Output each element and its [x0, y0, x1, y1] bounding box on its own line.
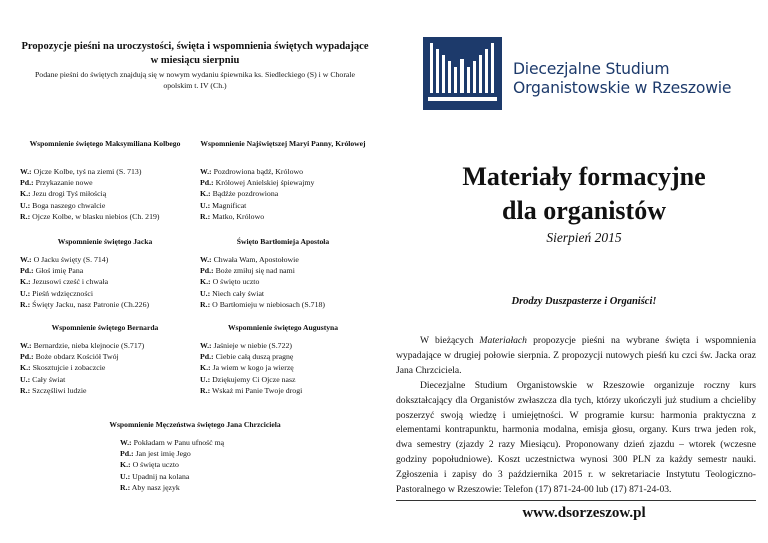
body-paragraph-1: W bieżących Materiałach propozycje pieśni na wybrane święta i wspomnienia wypadające w drugiej połowie sierpnia. Z propozycji nutowych pieśń ku czci św. Jacka oraz Jana Chrzciciela. [396, 335, 757, 376]
list-item: R.: Święty Jacku, nasz Patronie (Ch.226) [20, 299, 150, 309]
body-text [396, 334, 756, 498]
section-title-queen-mary: Wspomnienie Najświętszej Maryi Panny, Królowej [200, 139, 366, 148]
list-item: Pd.: Głoś imię Pana [20, 266, 84, 276]
section-items-john-baptist [120, 437, 224, 493]
list-item: K.: Jezusowi cześć i chwała [20, 277, 109, 287]
section-title-bartholomew: Święto Bartłomieja Apostoła [236, 237, 330, 246]
list-item: R.: Matko, Królowo [200, 211, 265, 221]
logo-text [513, 60, 731, 98]
list-item: K.: O święto uczto [200, 277, 260, 287]
list-item: U.: Pieśń wdzięczności [20, 288, 93, 298]
list-item: W.: Bernardzie, nieba klejnocie (S.717) [20, 341, 145, 350]
section-items-kolbe [20, 166, 159, 222]
list-item: R.: O Bartłomieju w niebiosach (S.718) [200, 299, 325, 309]
page-title-line-2: dla organistów [502, 196, 666, 225]
list-item: Pd.: Przykazanie nowe [20, 178, 93, 188]
logo-line-2: Organistowskie w Rzeszowie [513, 79, 732, 97]
page-title-line-1: Materiały formacyjne [462, 162, 706, 191]
section-title-bernard: Wspomnienie świętego Bernarda [51, 323, 159, 332]
list-item: Pd.: Boże zmiłuj się nad nami [200, 266, 295, 276]
list-item: Pd.: Boże obdarz Kościół Twój [20, 352, 119, 362]
list-item: W.: Chwała Wam, Apostołowie [200, 255, 299, 264]
list-item: U.: Dziękujemy Ci Ojcze nasz [200, 374, 296, 384]
greeting: Drodzy Duszpasterze i Organiści! [511, 296, 657, 307]
list-item: R.: Ojcze Kolbe, w blasku niebios (Ch. 219) [20, 211, 160, 221]
list-item: U.: Upadnij na kolana [120, 471, 190, 481]
list-item: K.: O święta uczto [120, 460, 179, 470]
list-item: K.: Bądźże pozdrowiona [200, 189, 279, 199]
list-item: K.: Ja wiem w kogo ja wierzę [200, 363, 294, 373]
section-title-john-baptist: Wspomnienie Męczeństwa świętego Jana Chrzciciela [109, 420, 281, 429]
organ-pipes-icon [423, 37, 502, 110]
list-item: U.: Magnificat [200, 200, 247, 210]
list-item: W.: Ojcze Kolbe, tyś na ziemi (S. 713) [20, 167, 142, 176]
list-item: K.: Skosztujcie i zobaczcie [20, 363, 106, 373]
logo-line-1: Diecezjalne Studium [513, 60, 670, 78]
list-item: R.: Wskaż mi Panie Twoje drogi [200, 385, 303, 395]
section-title-augustine: Wspomnienie świętego Augustyna [227, 323, 339, 332]
list-item: U.: Boga naszego chwalcie [20, 200, 106, 210]
section-items-jacek [20, 254, 149, 310]
list-item: Pd.: Królowej Anielskiej śpiewajmy [200, 178, 315, 188]
list-item: K.: Jezu drogi Tyś miłością [20, 189, 107, 199]
body-paragraph-2: Diecezjalne Studium Organistowskie w Rzeszowie organizuje roczny kurs dokształcający dla Organistów zwłaszcza dla tych, którzy ukończyli już studium a chcieliby poszerzyć swoją wiedzę i umiejętności. W programie kursu: harmonia praktyczna z elementami kontrapunktu, harmonia modalna, emisja głosu, organy. Kurs trwa jeden rok, dwa semestry (zjazdy 2 razy Miesiącu). Proponowany dzień zjazdu – wtorek (wczesne godziny popołudniowe). Koszt uczestnictwa wynosi 300 PLN za każdy semestr nauki. Zgłoszenia i zapisy do 3 października 2015 r. w sekretariacie Instytutu Teologiczno-Pastoralnego w Rzeszowie: Telefon (17) 871-24-00 lub (17) 871-24-03. [396, 379, 756, 496]
section-items-augustine [200, 340, 302, 396]
section-title-kolbe: Wspomnienie świętego Maksymiliana Kolbego [29, 139, 181, 148]
section-items-bartholomew [200, 254, 325, 310]
list-item: U.: Niech cały świat [200, 288, 265, 298]
page-title [400, 160, 768, 228]
list-item: Pd.: Ciebie całą duszą pragnę [200, 352, 294, 362]
section-items-queen-mary [200, 166, 314, 222]
list-item: R.: Szczęśliwi ludzie [20, 385, 87, 395]
list-item: W.: Pozdrowiona bądź, Królowo [200, 167, 304, 176]
issue-date: Sierpień 2015 [546, 230, 622, 245]
list-item: U.: Cały świat [20, 374, 66, 384]
list-item: R.: Aby nasz język [120, 482, 180, 492]
divider [396, 500, 756, 501]
website-link[interactable]: www.dsorzeszow.pl [522, 505, 646, 521]
section-items-bernard [20, 340, 144, 396]
header-title: Propozycje pieśni na uroczystości, święta i wspomnienia świętych wypadające w miesiącu sierpniu [21, 41, 369, 66]
list-item: W.: O Jacku święty (S. 714) [20, 255, 109, 264]
section-title-jacek: Wspomnienie świętego Jacka [57, 237, 153, 246]
list-item: W.: Pokładam w Panu ufność mą [120, 438, 225, 447]
list-item: Pd.: Jan jest imię Jego [120, 449, 191, 459]
list-item: W.: Jaśnieje w niebie (S.722) [200, 341, 292, 350]
header-subtitle: Podane pieśni do świętych znajdują się w nowym wydaniu śpiewnika ks. Siedleckiego (S) i w Chorale opolskim t. IV (Ch.) [34, 70, 356, 90]
